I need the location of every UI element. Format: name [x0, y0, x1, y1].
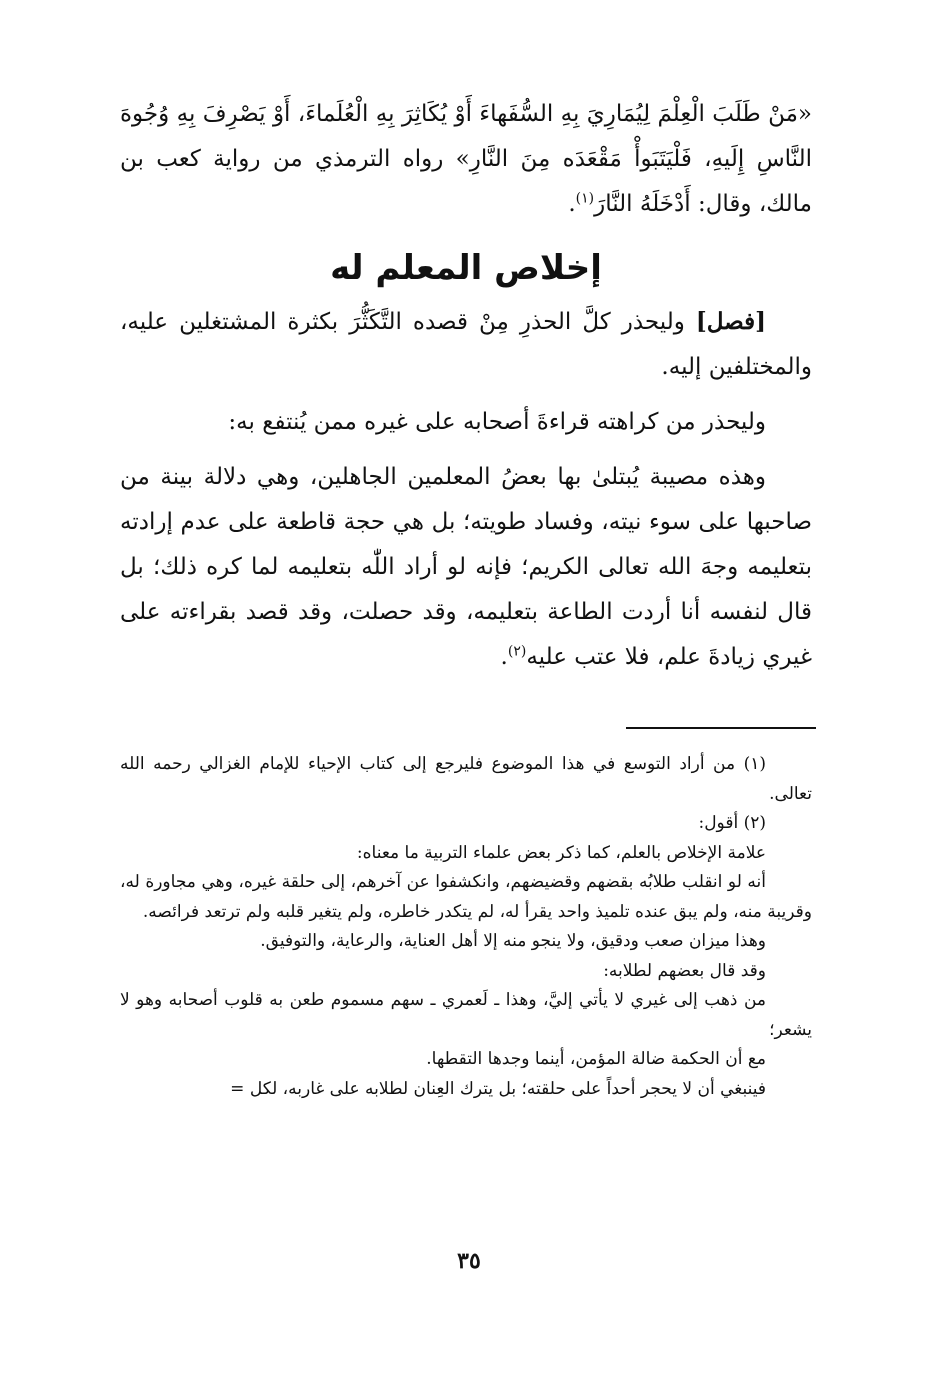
- footnote-line: وهذا ميزان صعب ودقيق، ولا ينجو منه إلا أهل العناية، والرعاية، والتوفيق.: [260, 931, 766, 951]
- fasl-tag: [فصل]: [695, 308, 766, 335]
- footnote-separator: [626, 727, 816, 729]
- footnote-line: وقد قال بعضهم لطلابه:: [603, 960, 766, 981]
- fasl-paragraph: [120, 299, 812, 390]
- section-heading: إخلاص المعلم له: [330, 248, 602, 288]
- footnote-2-label: (٢) أقول:: [698, 813, 766, 833]
- caution-paragraph: وليحذر من كراهته قراءةَ أصحابه على غيره ممن يُنتفع به:: [228, 409, 766, 435]
- body-text: [120, 299, 812, 680]
- calamity-end: .: [500, 644, 508, 670]
- page-number: ٣٥: [457, 1248, 481, 1274]
- footnote-line: علامة الإخلاص بالعلم، كما ذكر بعض علماء التربية ما معناه:: [356, 842, 766, 863]
- footnote-line: فينبغي أن لا يحجر أحداً على حلقته؛ بل يترك العِنان لطلابه على غاربه، لكل =: [230, 1078, 766, 1099]
- calamity-text: وهذه مصيبة يُبتلىٰ بها بعضُ المعلمين الجاهلين، وهي دلالة بينة من صاحبها على سوء نيته، وفساد طويته؛ بل هي حجة قاطعة على عدم إرادته بتعليمه وجهَ الله تعالى الكريم؛ فإنه لو أراد اللّٰه بتعليمه لما كره ذلك؛ بل قال لنفسه أنا أردت الطاعة بتعليمه، وقد حصلت، وقد قصد بقراءته على غيري زيادةَ علم، فلا عتب عليه: [120, 464, 812, 670]
- main-text: [120, 92, 812, 680]
- fasl-text: وليحذر كلَّ الحذرِ مِنْ قصده التَّكَثُّرَ بكثرة المشتغلين عليه، والمختلفين إليه.: [120, 309, 812, 380]
- footnote-ref-1: (١): [575, 190, 595, 207]
- footnote-line: أنه لو انقلب طلابُه بقضهم وقضيضهم، وانكشفوا عن آخرهم، إلى حلقة غيره، وهي مجاورة له، وقريبة منه، ولم يبق عنده تلميذ واحد يقرأ له، لم يتكدر خاطره، ولم يتغير قلبه ولم ترتعد فرائصه.: [120, 872, 812, 922]
- hadith-text: [120, 92, 812, 227]
- footnote-line: مع أن الحكمة ضالة المؤمن، أينما وجدها التقطها.: [426, 1049, 766, 1069]
- footnote-ref-2: (٢): [507, 643, 527, 660]
- calamity-paragraph: [120, 455, 812, 680]
- hadith-end: .: [568, 191, 576, 217]
- hadith-paragraph: [120, 92, 812, 227]
- footnote-1: (١) من أراد التوسع في هذا الموضوع فليرجع إلى كتاب الإحياء للإمام الغزالي رحمه الله تعالى.: [120, 754, 812, 804]
- footnote-line: من ذهب إلى غيري لا يأتي إليَّ، وهذا ـ لَعمري ـ سهم مسموم طعن به قلوب أصحابه وهو لا يشعر؛: [120, 990, 812, 1040]
- footnotes: [120, 750, 812, 1104]
- hadith-body: «مَنْ طَلَبَ الْعِلْمَ لِيُمَارِيَ بِهِ السُّفَهاءَ أَوْ يُكَاثِرَ بِهِ الْعُلَماءَ، أَوْ يَصْرِفَ بِهِ وُجُوهَ النَّاسِ إِلَيهِ، فَلْيَتَبَوأْ مَقْعَدَه مِنَ النَّارِ» رواه الترمذي من رواية كعب بن مالك، وقال: أَدْخَلَهُ النَّارَ: [120, 101, 812, 217]
